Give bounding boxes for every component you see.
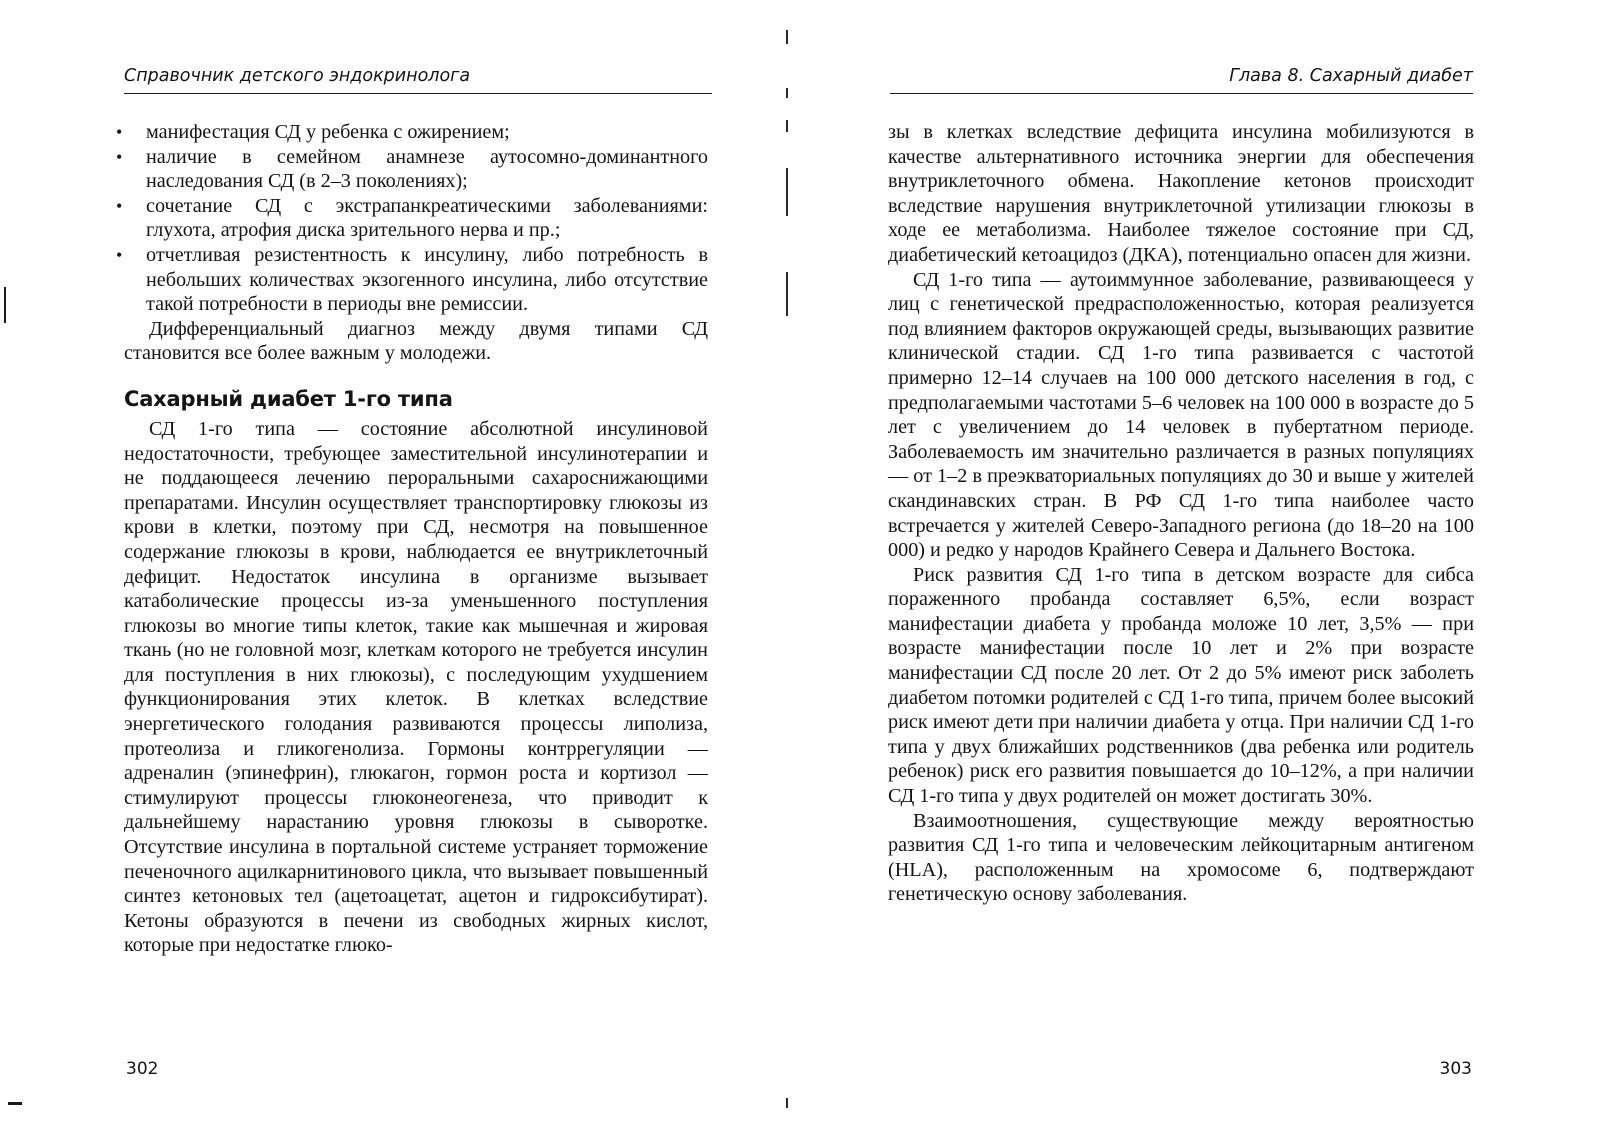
bullet-icon: • — [116, 122, 123, 142]
gutter-mark — [786, 30, 788, 44]
page-number-left: 302 — [126, 1059, 159, 1079]
right-text-column — [888, 120, 1474, 907]
body-paragraph: СД 1-го типа — состояние абсолютной инсулиновой недостаточности, требующее заместительной инсулинотерапии и не поддающееся лечению пероральными сахароснижающими препаратами. Инсулин осуществляет транспортировку глюкозы из крови в клетки, поэтому при СД, несмотря на повышенное содержание глюкозы в крови, наблюдается ее внутриклеточный дефицит. Недостаток инсулина в организме вызывает катаболические процессы из-за уменьшенного поступления глюкозы во многие типы клеток, такие как мышечная и жировая ткань (но не головной мозг, клеткам которого не требуется инсулин для поступления в них глюкозы), с последующим ухудшением функционирования этих клеток. В клетках вследствие энергетического голодания развиваются процессы липолиза, протеолиза и гликогенолиза. Гормоны контррегуляции — адреналин (эпинефрин), глюкагон, гормон роста и кортизол — стимулируют процессы глюконеогенеза, что приводит к дальнейшему нарастанию уровня глюкозы в сыворотке. Отсутствие инсулина в портальной системе устраняет торможение печеночного ацилкарнитинового цикла, что вызывает повышенный синтез кетоновых тел (ацетоацетат, ацетон и гидроксибутират). Кетоны образуются в печени из свободных жирных кислот, которые при недостатке глюко- — [124, 417, 708, 957]
list-item — [116, 145, 708, 194]
gutter-mark — [786, 272, 788, 316]
right-page — [800, 0, 1600, 1133]
list-item-text: манифестация СД у ребенка с ожирением; — [146, 121, 510, 143]
left-text-column — [116, 120, 708, 958]
bullet-list — [116, 120, 708, 317]
body-paragraph: Взаимоотношения, существующие между вероятностью развития СД 1-го типа и человеческим лейкоцитарным антигеном (HLA), расположенным на хромосоме 6, подтверждают генетическую основу заболевания. — [888, 809, 1474, 906]
body-paragraph: Дифференциальный диагноз между двумя типами СД становится все более важным у молодежи. — [124, 317, 708, 365]
header-rule-right — [890, 93, 1473, 94]
bullet-icon: • — [116, 195, 123, 216]
scan-edge-mark — [8, 1102, 22, 1105]
list-item-text: отчетливая резистентность к инсулину, либо потребность в небольших количествах экзогенного инсулина, либо отсутствие такой потребности в периоды вне ремиссии. — [146, 243, 708, 316]
list-item-text: сочетание СД с экстрапанкреатическими заболеваниями: глухота, атрофия диска зрительного нерва и пр.; — [146, 194, 708, 242]
gutter-mark — [786, 120, 788, 132]
gutter-mark — [786, 168, 788, 216]
list-item-text: наличие в семейном анамнезе аутосомно-доминантного наследования СД (в 2–3 поколениях); — [146, 145, 708, 193]
bullet-icon: • — [116, 146, 123, 167]
gutter-mark — [786, 1098, 788, 1108]
header-rule-left — [124, 93, 712, 94]
page-number-right: 303 — [1439, 1059, 1472, 1079]
scan-edge-mark — [4, 287, 6, 323]
running-header-right: Глава 8. Сахарный диабет — [1229, 66, 1473, 86]
list-item — [116, 243, 708, 317]
list-item — [116, 120, 708, 145]
list-item — [116, 194, 708, 243]
section-heading: Сахарный диабет 1-го типа — [124, 386, 453, 411]
body-paragraph: зы в клетках вследствие дефицита инсулина мобилизуются в качестве альтернативного источника энергии для обеспечения внутриклеточного обмена. Накопление кетонов происходит вследствие нарушения внутриклеточной утилизации глюкозы в ходе ее метаболизма. Наиболее тяжелое состояние при СД, диабетический кетоацидоз (ДКА), потенциально опасен для жизни. — [888, 121, 1474, 266]
body-paragraph: СД 1-го типа — аутоиммунное заболевание, развивающееся у лиц с генетической предрасположенностью, которая реализуется под влиянием факторов окружающей среды, вызывающих развитие клинической стадии. СД 1-го типа развивается с частотой примерно 12–14 случаев на 100 000 детского населения в год, с предполагаемыми частотами 5–6 человек на 100 000 в возрасте до 5 лет с увеличением до 14 человек в пубертатном периоде. Заболеваемость им значительно различается в разных популяциях — от 1–2 в преэкваториальных популяциях до 30 и выше у жителей скандинавских стран. В РФ СД 1-го типа наиболее часто встречается у жителей Северо-Западного региона (до 18–20 на 100 000) и редко у народов Крайнего Севера и Дальнего Востока. — [888, 268, 1474, 562]
gutter-mark — [786, 88, 788, 98]
bullet-icon: • — [116, 244, 123, 265]
running-header-left: Справочник детского эндокринолога — [124, 66, 471, 86]
body-paragraph: Риск развития СД 1-го типа в детском возрасте для сибса пораженного пробанда составляет 6,5%, если возраст манифестации диабета у пробанда моложе 10 лет, 3,5% — при возрасте манифестации после 10 лет и 2% при возрасте манифестации СД после 20 лет. От 2 до 5% имеют риск заболеть диабетом потомки родителей с СД 1-го типа, причем более высокий риск имеют дети при наличии диабета у отца. При наличии СД 1-го типа у двух ближайших родственников (два ребенка или родитель ребенок) риск его развития повышается до 10–12%, а при наличии СД 1-го типа у двух родителей он может достигать 30%. — [888, 563, 1474, 808]
